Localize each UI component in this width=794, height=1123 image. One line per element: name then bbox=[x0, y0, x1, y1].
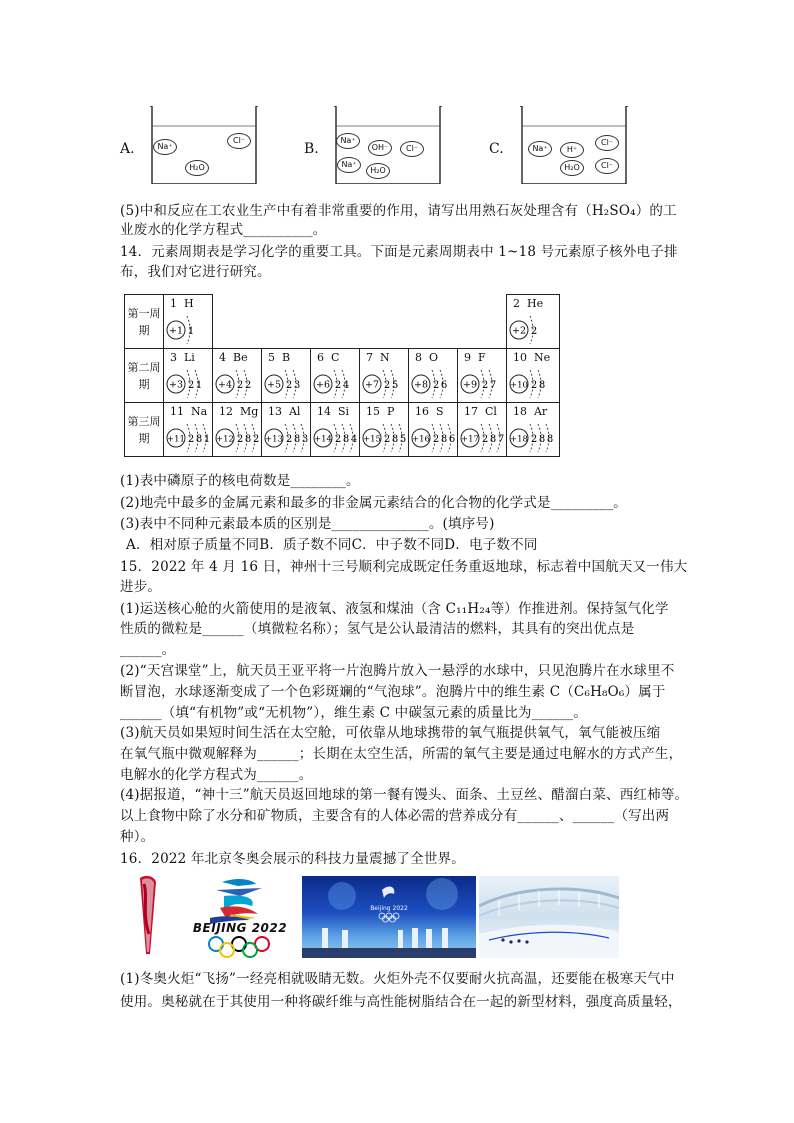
element-cell-s bbox=[409, 403, 458, 457]
electron-count: 1 bbox=[195, 380, 203, 391]
q15-line-6: 断冒泡，水球逐渐变成了一个色彩斑斓的“气泡球”。泡腾片中的维生素 C（C₆H₈O₆）属于 bbox=[120, 684, 666, 700]
element-symbol: 1 H bbox=[170, 297, 194, 310]
electron-count: 2 bbox=[244, 380, 252, 391]
atom-structure-diagram bbox=[213, 421, 261, 455]
period-label-1: 第一周期 bbox=[125, 295, 164, 349]
ion-cl: Cl⁻ bbox=[227, 133, 251, 149]
electron-count: 7 bbox=[489, 380, 497, 391]
electron-count: 7 bbox=[497, 434, 505, 445]
element-cell-o bbox=[409, 349, 458, 403]
electron-count: 2 bbox=[383, 434, 391, 445]
nucleus-charge: +13 bbox=[265, 434, 283, 445]
element-symbol: 9 F bbox=[464, 351, 486, 364]
electron-count: 8 bbox=[195, 434, 203, 445]
electron-count: 8 bbox=[342, 434, 350, 445]
electron-count: 2 bbox=[236, 380, 244, 391]
ion-cl2: Cl⁻ bbox=[595, 158, 619, 174]
q14-part3: (3)表中不同种元素最本质的区别是______________。(填序号) bbox=[120, 516, 495, 532]
atom-structure-diagram bbox=[458, 421, 506, 455]
periodic-table bbox=[124, 294, 560, 457]
q15-line-4: ______。 bbox=[120, 642, 176, 658]
element-cell-ar bbox=[507, 403, 560, 457]
nucleus-charge: +4 bbox=[217, 379, 233, 391]
atom-structure-diagram bbox=[164, 367, 212, 401]
element-symbol: 2 He bbox=[513, 297, 544, 310]
q16-part1-line2: 使用。奥秘就在于其使用一种将碳纤维与高性能树脂结合在一起的新型材料，强度高质量轻， bbox=[120, 994, 682, 1010]
electron-count: 3 bbox=[301, 434, 309, 445]
q15-line-13: 种）。 bbox=[120, 829, 155, 845]
q15-line-8: (3)航天员如果短时间生活在太空舱，可依靠从地球携带的氧气瓶提供氧气，氧气能被压缩 bbox=[120, 725, 661, 741]
electron-count: 5 bbox=[399, 434, 407, 445]
electron-count: 3 bbox=[293, 380, 301, 391]
element-symbol: 13 Al bbox=[268, 405, 301, 418]
electron-count: 8 bbox=[538, 380, 546, 391]
element-cell-p bbox=[360, 403, 409, 457]
electron-count: 2 bbox=[334, 434, 342, 445]
period-label-3: 第三周期 bbox=[125, 403, 164, 457]
element-symbol: 7 N bbox=[366, 351, 390, 364]
electron-count: 2 bbox=[236, 434, 244, 445]
ion-oh: OH⁻ bbox=[368, 140, 392, 156]
olympic-rings-icon bbox=[204, 936, 274, 958]
element-cell-na bbox=[164, 403, 213, 457]
ion-na: Na⁺ bbox=[153, 139, 177, 155]
q15-line-10: 电解水的化学方程式为______。 bbox=[120, 767, 313, 783]
q15-line-1: 进步。 bbox=[120, 579, 162, 595]
nucleus-charge: +15 bbox=[363, 434, 381, 445]
q15-line-3: 性质的微粒是______（填微粒名称）；氢气是公认最清洁的燃料，其具有的突出优点是 bbox=[120, 621, 635, 637]
nucleus-charge: +3 bbox=[168, 379, 184, 391]
element-cell-al bbox=[262, 403, 311, 457]
electron-count: 6 bbox=[448, 434, 456, 445]
ion-h2o: H₂O bbox=[185, 160, 209, 176]
element-cell-b bbox=[262, 349, 311, 403]
emblem-text: BEIJING 2022 bbox=[192, 921, 288, 935]
element-symbol: 18 Ar bbox=[513, 405, 548, 418]
speed-skating-oval-photo bbox=[479, 876, 619, 958]
nucleus-charge: +6 bbox=[315, 379, 331, 391]
element-symbol: 10 Ne bbox=[513, 351, 551, 364]
element-cell-f bbox=[458, 349, 507, 403]
element-symbol: 12 Mg bbox=[219, 405, 259, 418]
nucleus-charge: +18 bbox=[510, 434, 528, 445]
element-cell-be bbox=[213, 349, 262, 403]
element-cell-li bbox=[164, 349, 213, 403]
period-label-2: 第二周期 bbox=[125, 349, 164, 403]
element-symbol: 16 S bbox=[415, 405, 444, 418]
electron-count: 8 bbox=[440, 434, 448, 445]
nucleus-charge: +9 bbox=[462, 379, 478, 391]
atom-structure-diagram bbox=[262, 367, 310, 401]
atom-structure-diagram bbox=[360, 367, 408, 401]
electron-count: 2 bbox=[481, 380, 489, 391]
electron-count: 8 bbox=[546, 434, 554, 445]
q16-intro: 16．2022 年北京冬奥会展示的科技力量震撼了全世界。 bbox=[120, 851, 465, 867]
element-cell-ne bbox=[507, 349, 560, 403]
beijing-2022-emblem bbox=[180, 874, 298, 958]
atom-structure-diagram bbox=[262, 421, 310, 455]
electron-count: 8 bbox=[391, 434, 399, 445]
atom-structure-diagram bbox=[409, 367, 457, 401]
nucleus-charge: +17 bbox=[461, 434, 479, 445]
element-cell-cl bbox=[458, 403, 507, 457]
electron-count: 2 bbox=[481, 434, 489, 445]
element-symbol: 17 Cl bbox=[464, 405, 497, 418]
nucleus-charge: +5 bbox=[266, 379, 282, 391]
table-gap bbox=[213, 295, 507, 349]
option-label-0: A. bbox=[120, 141, 135, 157]
ion-h: H⁺ bbox=[560, 142, 584, 158]
nucleus-charge: +11 bbox=[167, 434, 185, 445]
atom-structure-diagram bbox=[311, 421, 359, 455]
q15-line-5: (2)“天宫课堂”上，航天员王亚平将一片泡腾片放入一悬浮的水球中，只见泡腾片在水球里不 bbox=[120, 663, 675, 679]
atom-structure-diagram bbox=[507, 421, 559, 455]
element-cell-si bbox=[311, 403, 360, 457]
svg-text:Beijing 2022: Beijing 2022 bbox=[370, 905, 408, 912]
atom-structure-diagram bbox=[213, 367, 261, 401]
electron-count: 2 bbox=[187, 434, 195, 445]
nucleus-charge: +14 bbox=[314, 434, 332, 445]
ion-cl: Cl⁻ bbox=[595, 135, 619, 151]
torch-image bbox=[128, 874, 168, 958]
nucleus-charge: +2 bbox=[511, 325, 527, 337]
electron-count: 2 bbox=[285, 380, 293, 391]
ion-na: Na⁺ bbox=[528, 141, 552, 157]
ion-na: Na⁺ bbox=[336, 133, 360, 149]
q14-options: A．相对原子质量不同B．质子数不同C．中子数不同D．电子数不同 bbox=[126, 537, 538, 553]
q15-line-2: (1)运送核心舱的火箭使用的是液氧、液氢和煤油（含 C₁₁H₂₄等）作推进剂。保持氢气化学 bbox=[120, 601, 669, 617]
electron-count: 8 bbox=[489, 434, 497, 445]
nucleus-charge: +1 bbox=[168, 325, 184, 337]
q14-intro-line2: 布，我们对它进行研究。 bbox=[120, 264, 271, 280]
electron-count: 2 bbox=[252, 434, 260, 445]
q15-line-7: ______（填“有机物”或“无机物”），维生素 C 中碳氢元素的质量比为______。 bbox=[120, 705, 588, 721]
electron-count: 1 bbox=[187, 326, 195, 337]
ion-cl: Cl⁻ bbox=[400, 141, 424, 157]
atom-structure-diagram bbox=[360, 421, 408, 455]
electron-count: 6 bbox=[440, 380, 448, 391]
electron-count: 4 bbox=[350, 434, 358, 445]
atom-structure-diagram bbox=[311, 367, 359, 401]
element-cell-he bbox=[507, 295, 560, 349]
element-symbol: 4 Be bbox=[219, 351, 248, 364]
option-label-1: B. bbox=[304, 141, 319, 157]
electron-count: 2 bbox=[530, 326, 538, 337]
electron-count: 8 bbox=[293, 434, 301, 445]
electron-count: 2 bbox=[432, 380, 440, 391]
element-symbol: 14 Si bbox=[317, 405, 350, 418]
q14-part2: (2)地壳中最多的金属元素和最多的非金属元素结合的化合物的化学式是_________。 bbox=[120, 495, 627, 511]
q14-intro-line1: 14．元素周期表是学习化学的重要工具。下面是元素周期表中 1~18 号元素原子核外电子排 bbox=[120, 244, 678, 260]
element-symbol: 3 Li bbox=[170, 351, 195, 364]
atom-structure-diagram bbox=[409, 421, 457, 455]
electron-count: 2 bbox=[285, 434, 293, 445]
electron-count: 2 bbox=[334, 380, 342, 391]
electron-count: 2 bbox=[530, 380, 538, 391]
element-symbol: 5 B bbox=[268, 351, 291, 364]
element-cell-mg bbox=[213, 403, 262, 457]
electron-count: 8 bbox=[244, 434, 252, 445]
option-label-2: C. bbox=[489, 141, 504, 157]
element-symbol: 15 P bbox=[366, 405, 395, 418]
ion-na2: Na⁺ bbox=[337, 157, 361, 173]
electron-count: 2 bbox=[383, 380, 391, 391]
element-symbol: 6 C bbox=[317, 351, 340, 364]
ion-h2o: H₂O bbox=[366, 163, 390, 179]
element-cell-n bbox=[360, 349, 409, 403]
element-cell-h bbox=[164, 295, 213, 349]
electron-count: 5 bbox=[391, 380, 399, 391]
nucleus-charge: +12 bbox=[216, 434, 234, 445]
nucleus-charge: +16 bbox=[412, 434, 430, 445]
electron-count: 2 bbox=[187, 380, 195, 391]
ceremony-photo bbox=[302, 876, 476, 958]
electron-count: 2 bbox=[432, 434, 440, 445]
q16-part1-line1: (1)冬奥火炬“飞扬”一经亮相就吸睛无数。火炬外壳不仅要耐火抗高温，还要能在极寒天气中 bbox=[120, 971, 675, 987]
atom-structure-diagram bbox=[164, 421, 212, 455]
q15-line-11: (4)据报道，“神十三”航天员返回地球的第一餐有馒头、面条、土豆丝、醋溜白菜、西红柿等。 bbox=[120, 787, 689, 803]
q15-line-0: 15．2022 年 4 月 16 日，神州十三号顺利完成既定任务重返地球，标志着中国航天又一伟大 bbox=[120, 559, 688, 575]
ion-h2o: H₂O bbox=[560, 160, 584, 176]
q13-5-line1: (5)中和反应在工农业生产中有着非常重要的作用，请写出用熟石灰处理含有（H₂SO₄）的工 bbox=[120, 203, 677, 219]
nucleus-charge: +10 bbox=[510, 380, 528, 391]
nucleus-charge: +7 bbox=[364, 379, 380, 391]
atom-structure-diagram bbox=[507, 313, 559, 347]
q15-line-12: 以上食物中除了水分和矿物质，主要含有的人体必需的营养成分有______、______（写出两 bbox=[120, 808, 670, 824]
q15-line-9: 在氧气瓶中微观解释为______；长期在太空生活，所需的氧气主要是通过电解水的方式产生， bbox=[120, 746, 683, 762]
electron-count: 4 bbox=[342, 380, 350, 391]
nucleus-charge: +8 bbox=[413, 379, 429, 391]
electron-count: 1 bbox=[203, 434, 211, 445]
element-symbol: 11 Na bbox=[170, 405, 208, 418]
atom-structure-diagram bbox=[458, 367, 506, 401]
q13-5-line2: 业废水的化学方程式__________。 bbox=[120, 222, 327, 238]
element-cell-c bbox=[311, 349, 360, 403]
atom-structure-diagram bbox=[507, 367, 559, 401]
electron-count: 8 bbox=[538, 434, 546, 445]
atom-structure-diagram bbox=[164, 313, 212, 347]
electron-count: 2 bbox=[530, 434, 538, 445]
q14-part1: (1)表中磷原子的核电荷数是________。 bbox=[120, 473, 360, 489]
element-symbol: 8 O bbox=[415, 351, 439, 364]
